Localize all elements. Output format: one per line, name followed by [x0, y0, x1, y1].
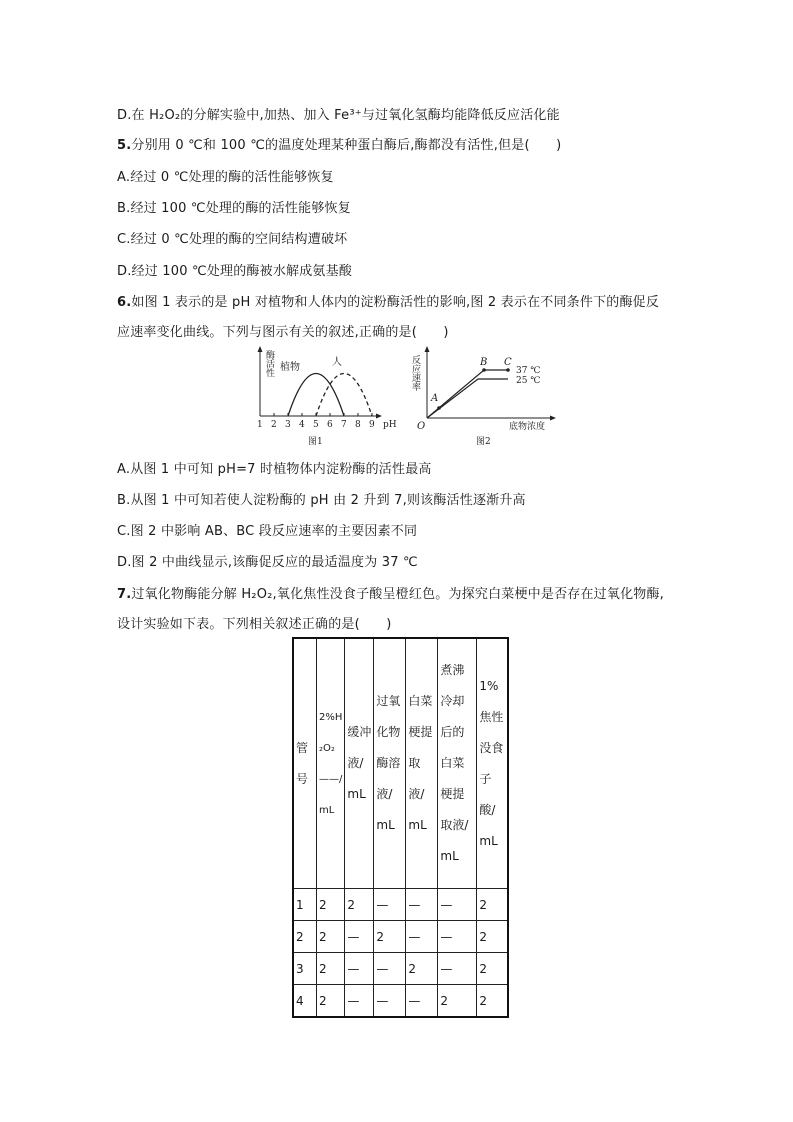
label-point-c: C: [504, 357, 512, 368]
question-7: [117, 583, 664, 602]
cell: —: [438, 889, 477, 921]
x-tick-label: 2: [271, 420, 277, 430]
cell: —: [345, 921, 374, 953]
question-5: [117, 134, 561, 153]
x-axis-arrow: [376, 414, 382, 419]
cell: —: [406, 921, 438, 953]
point-b: [482, 368, 486, 372]
line-option-d-prev: D.在 H₂O₂的分解实验中,加热、加入 Fe³⁺与过氧化氢酶均能降低反应活化能: [117, 108, 560, 123]
question-text: 过氧化物酶能分解 H₂O₂,氧化焦性没食子酸呈橙红色。为探究白菜梗中是否存在过氧化物酶,: [131, 587, 665, 602]
cell: 1: [293, 889, 317, 921]
cell: —: [438, 921, 477, 953]
cell: —: [406, 889, 438, 921]
cell: —: [374, 953, 406, 985]
table-row: [293, 985, 508, 1018]
cell: —: [438, 953, 477, 985]
cell: 2: [345, 889, 374, 921]
experiment-table: [292, 637, 509, 1018]
x-axis-label: 底物浓度: [509, 422, 546, 432]
point-c: [506, 368, 510, 372]
cell: 2: [406, 953, 438, 985]
cell: 2: [374, 921, 406, 953]
y-axis-label: [247, 349, 275, 378]
curve-human: [316, 374, 372, 417]
question-number: 6.: [117, 295, 132, 310]
x-tick-label: 4: [299, 420, 305, 430]
q6-option-a: A.从图 1 中可知 pH=7 时植物体内淀粉酶的活性最高: [117, 462, 432, 477]
cell: 2: [317, 953, 345, 985]
legend-25c: 25 ℃: [516, 376, 541, 386]
legend-37c: 37 ℃: [516, 366, 541, 376]
x-tick-label: 8: [355, 420, 361, 430]
q6-option-b: B.从图 1 中可知若使人淀粉酶的 pH 由 2 升到 7,则该酶活性逐渐升高: [117, 493, 526, 508]
option-d: D.经过 100 ℃处理的酶被水解成氨基酸: [117, 264, 353, 279]
question-text: 分别用 0 ℃和 100 ℃的温度处理某种蛋白酶后,酶都没有活性,但是( ): [131, 138, 562, 153]
origin-label: O: [417, 421, 426, 432]
label-point-b: B: [480, 357, 488, 368]
x-tick-label: 1: [257, 420, 263, 430]
cell: 2: [317, 889, 345, 921]
option-a: A.经过 0 ℃处理的酶的活性能够恢复: [117, 170, 334, 185]
label-human: 人: [332, 357, 342, 368]
cell: —: [374, 889, 406, 921]
cell: 2: [477, 921, 509, 953]
header-buffer: 缓冲液/mL: [345, 638, 374, 889]
curve-plant: [288, 374, 344, 417]
label-point-a: A: [431, 393, 439, 404]
cell: —: [345, 985, 374, 1018]
question-text: 如图 1 表示的是 pH 对植物和人体内的淀粉酶活性的影响,图 2 表示在不同条件下的酶促反: [131, 295, 660, 310]
cell: 3: [293, 953, 317, 985]
question-6-cont: 应速率变化曲线。下列与图示有关的叙述,正确的是( ): [117, 325, 449, 340]
cell: —: [374, 985, 406, 1018]
table-row: [293, 889, 508, 921]
header-h2o2: 2%H₂O₂——/mL: [317, 638, 345, 889]
x-tick-label: 6: [327, 420, 333, 430]
header-tube-number: 管号: [293, 638, 317, 889]
y-axis-label-text: 酶活性: [247, 350, 274, 360]
cell: 2: [293, 921, 317, 953]
cell: —: [406, 985, 438, 1018]
cell: 2: [317, 921, 345, 953]
x-tick-label: 3: [285, 420, 291, 430]
x-tick-label: 9: [369, 420, 375, 430]
table-header-row: [293, 638, 508, 889]
cell: 2: [477, 953, 509, 985]
table-row: [293, 953, 508, 985]
point-a: [437, 406, 441, 410]
cell: —: [345, 953, 374, 985]
x-tick-label: 7: [341, 420, 347, 430]
x-axis-arrow: [550, 416, 556, 421]
q6-option-d: D.图 2 中曲线显示,该酶促反应的最适温度为 37 ℃: [117, 555, 418, 570]
question-7-cont: 设计实验如下表。下列相关叙述正确的是( ): [117, 617, 392, 632]
question-number: 7.: [117, 587, 132, 602]
question-number: 5.: [117, 138, 132, 153]
figure-2-caption: 图2: [476, 437, 491, 447]
question-6: [117, 291, 659, 310]
cell: 2: [477, 985, 509, 1018]
cell: 4: [293, 985, 317, 1018]
header-cabbage-extract: 白菜梗提取液/mL: [406, 638, 438, 889]
q6-option-c: C.图 2 中影响 AB、BC 段反应速率的主要因素不同: [117, 524, 418, 539]
cell: 2: [438, 985, 477, 1018]
curve-37c: [427, 370, 508, 418]
x-axis-unit: pH: [383, 420, 397, 430]
option-b: B.经过 100 ℃处理的酶的活性能够恢复: [117, 201, 351, 216]
figure-2: [412, 343, 562, 451]
option-c: C.经过 0 ℃处理的酶的空间结构遭破坏: [117, 232, 348, 247]
header-peroxidase: 过氧化物酶溶液/mL: [374, 638, 406, 889]
label-plant: 植物: [280, 362, 300, 373]
cell: 2: [317, 985, 345, 1018]
cell: 2: [477, 889, 509, 921]
y-axis-label: 反应速率: [410, 355, 420, 391]
x-tick-label: 5: [313, 420, 319, 430]
curve-25c: [427, 379, 508, 418]
table-row: [293, 921, 508, 953]
figure-1: [247, 343, 397, 451]
figure-1-caption: 图1: [308, 437, 323, 447]
y-axis-arrow: [425, 346, 430, 352]
header-boiled-extract: 煮沸冷却后的白菜梗提取液/mL: [438, 638, 477, 889]
header-pyrogallol: 1%焦性没食子酸/mL: [477, 638, 509, 889]
